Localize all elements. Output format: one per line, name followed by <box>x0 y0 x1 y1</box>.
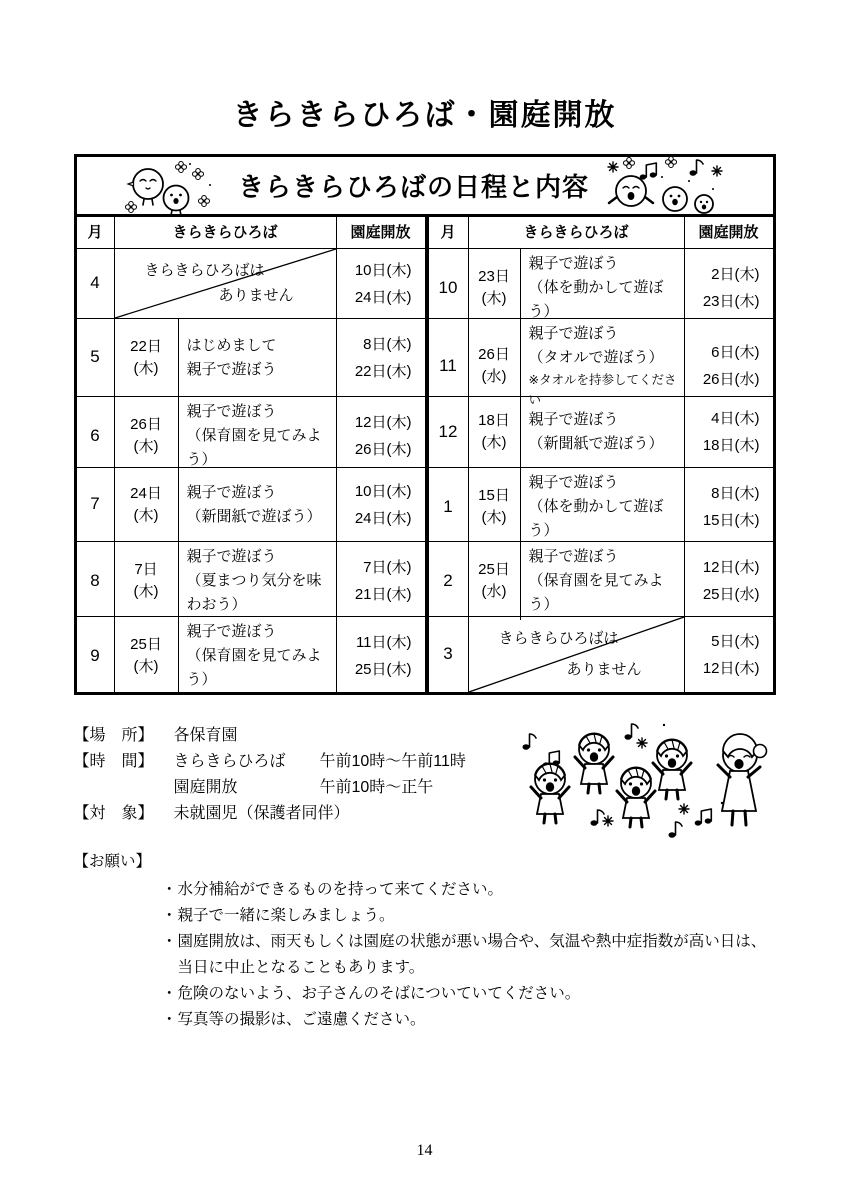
date-cell: 26日 (木) <box>115 397 179 475</box>
content-cell: 親子で遊ぼう （新聞紙で遊ぼう） <box>179 468 337 541</box>
request-item: ・ 園庭開放は、雨天もしくは園庭の状態が悪い場合や、気温や熱中症指数が高い日は、当日に中止となることもあります。 <box>74 929 776 981</box>
bullet: ・ <box>161 881 178 898</box>
table-title-band <box>77 157 773 217</box>
garden-dates-cell: 2日(木) 23日(木) <box>702 266 760 310</box>
table-row <box>429 542 773 617</box>
header-row <box>77 217 425 249</box>
month-cell: 10 <box>429 249 469 327</box>
page-title: きらきらひろば・園庭開放 <box>232 99 617 132</box>
content-cell: はじめまして 親子で遊ぼう <box>179 319 337 396</box>
date-cell: 23日 (木) <box>469 249 521 327</box>
target-value: 未就園児（保護者同伴） <box>173 805 350 822</box>
info-section <box>74 723 776 827</box>
time-label: 【時 間】 <box>73 753 154 770</box>
garden-dates-cell: 8日(木) 15日(木) <box>702 485 760 529</box>
content-cell: 親子で遊ぼう （保育園を見てみよう） <box>521 542 685 620</box>
request-item: ・ 親子で一緒に楽しみましょう。 <box>74 903 776 929</box>
date-cell: 15日 (木) <box>469 468 521 546</box>
date-cell: 26日 (水) <box>469 319 521 413</box>
time-value: 午前10時～午前11時 <box>319 753 466 770</box>
children-dancing-icon <box>512 717 776 839</box>
month-cell: 9 <box>77 617 115 695</box>
header-hiroba: きらきらひろば <box>115 217 337 248</box>
garden-dates-cell: 11日(木) 25日(木) <box>354 634 412 678</box>
header-row <box>429 217 773 249</box>
table-title: きらきらひろばの日程と内容 <box>237 172 589 202</box>
header-month: 月 <box>429 217 469 248</box>
month-cell: 4 <box>77 249 115 318</box>
table-row <box>429 397 773 468</box>
table-row <box>77 468 425 542</box>
table-row <box>429 249 773 319</box>
teacher-figure <box>718 734 767 825</box>
garden-dates-cell: 12日(木) 25日(水) <box>702 559 760 603</box>
request-item: ・ 写真等の撮影は、ご遠慮ください。 <box>74 1007 776 1033</box>
garden-dates-cell: 12日(木) 26日(木) <box>354 414 412 458</box>
table-body <box>77 217 773 692</box>
month-cell: 5 <box>77 319 115 396</box>
garden-dates-cell: 4日(木) 18日(木) <box>702 410 760 454</box>
request-item: ・ 危険のないよう、お子さんのそばについていてください。 <box>74 981 776 1007</box>
no-session-cell: きらきらひろばは ありません <box>115 249 337 318</box>
bullet: ・ <box>161 907 178 924</box>
month-cell: 1 <box>429 468 469 546</box>
garden-dates-cell: 6日(木) 26日(水) <box>702 344 760 388</box>
time-name: きらきらひろば <box>173 753 286 770</box>
content-cell: 親子で遊ぼう （新聞紙で遊ぼう） <box>521 397 685 467</box>
date-cell: 24日 (木) <box>115 468 179 541</box>
table-row <box>77 319 425 397</box>
garden-dates-cell: 8日(木) 22日(木) <box>354 335 412 380</box>
page-number: 14 <box>416 1142 433 1159</box>
month-cell: 11 <box>429 319 469 413</box>
table-row <box>77 249 425 319</box>
header-garden: 園庭開放 <box>350 223 411 241</box>
content-cell: 親子で遊ぼう （保育園を見てみよう） <box>179 397 337 475</box>
table-row <box>429 468 773 542</box>
no-session-cell: きらきらひろばは ありません <box>469 617 685 692</box>
place-value: 各保育園 <box>173 727 238 744</box>
bullet: ・ <box>161 933 178 950</box>
time-name: 園庭開放 <box>173 779 238 796</box>
garden-dates-cell: 10日(木) 24日(木) <box>354 482 412 527</box>
month-cell: 8 <box>77 542 115 620</box>
table-row <box>77 542 425 617</box>
month-cell: 12 <box>429 397 469 467</box>
schedule-table <box>74 154 776 695</box>
target-label: 【対 象】 <box>73 805 154 822</box>
header-garden: 園庭開放 <box>698 223 759 241</box>
date-cell: 22日 (木) <box>115 319 179 396</box>
month-cell: 7 <box>77 468 115 541</box>
content-cell: 親子で遊ぼう （夏まつり気分を味わおう） <box>179 542 337 620</box>
date-cell: 25日 (水) <box>469 542 521 620</box>
table-row <box>429 319 773 407</box>
bullet: ・ <box>161 1011 178 1028</box>
singing-chicks-music-icon <box>605 157 731 215</box>
header-hiroba: きらきらひろば <box>469 217 685 248</box>
garden-dates-cell: 7日(木) 21日(木) <box>354 559 412 603</box>
bullet: ・ <box>161 985 178 1002</box>
place-label: 【場 所】 <box>73 727 154 744</box>
time-value: 午前10時～正午 <box>319 779 434 796</box>
content-cell: 親子で遊ぼう （保育園を見てみよう） <box>179 617 337 695</box>
date-cell: 18日 (木) <box>469 397 521 467</box>
date-cell: 7日 (木) <box>115 542 179 620</box>
table-left-half <box>77 217 429 692</box>
table-row <box>77 617 425 692</box>
chicks-with-flowers-icon <box>118 157 222 215</box>
request-item: ・ 水分補給ができるものを持って来てください。 <box>74 877 776 903</box>
requests-section <box>74 849 776 1033</box>
content-cell: 親子で遊ぼう （タオルで遊ぼう） ※タオルを持参してください <box>521 319 685 413</box>
table-right-half <box>429 217 773 692</box>
month-cell: 6 <box>77 397 115 475</box>
content-cell: 親子で遊ぼう （体を動かして遊ぼう） <box>521 249 685 327</box>
requests-heading: 【お願い】 <box>73 853 152 870</box>
table-row <box>77 397 425 468</box>
content-cell: 親子で遊ぼう （体を動かして遊ぼう） <box>521 468 685 546</box>
month-cell: 3 <box>429 617 469 692</box>
date-cell: 25日 (木) <box>115 617 179 695</box>
table-row <box>429 617 773 692</box>
header-month: 月 <box>77 217 115 248</box>
garden-dates-cell: 5日(木) 12日(木) <box>702 632 760 677</box>
month-cell: 2 <box>429 542 469 620</box>
garden-dates-cell: 10日(木) 24日(木) <box>354 261 412 306</box>
